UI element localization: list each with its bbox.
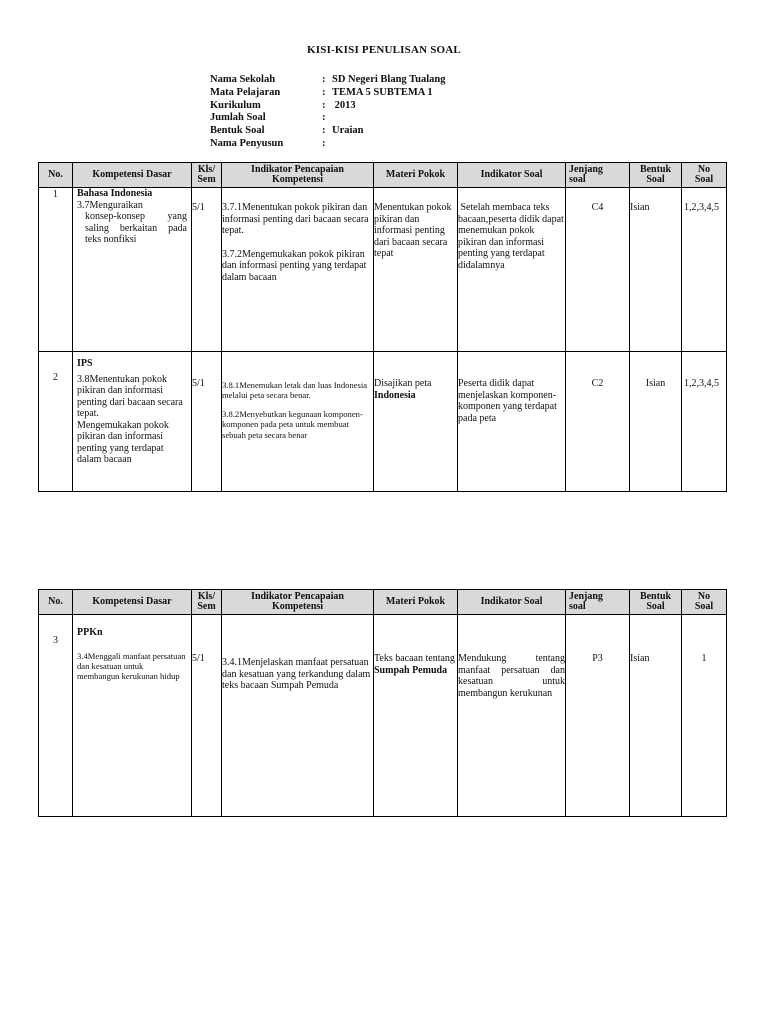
cell-kompetensi-dasar: IPS 3.8Menentukan pokok pikiran dan informasi penting dari bacaan secara tepat. Mengemukakan pokok pikiran dan informasi penting yang terdapat dalam bacaan — [73, 352, 192, 492]
cell-indikator-soal: Mendukung tentang manfaat persatuan dan kesatuan untuk membangun kerukunan — [458, 615, 566, 817]
cell-no: 2 — [39, 352, 73, 492]
info-row-subject: Mata Pelajaran : TEMA 5 SUBTEMA 1 — [210, 86, 433, 98]
info-row-school: Nama Sekolah : SD Negeri Blang Tualang — [210, 74, 446, 85]
header-no: No. — [39, 590, 73, 615]
cell-kls-sem: 5/1 — [192, 615, 222, 817]
header-materi-pokok: Materi Pokok — [374, 163, 458, 188]
cell-jenjang: P3 — [566, 615, 630, 817]
info-row-question-count: Jumlah Soal : — [210, 112, 326, 124]
cell-indikator-pencapaian: 3.7.1Menentukan pokok pikiran dan informasi penting dari bacaan secara tepat. 3.7.2Mengemukakan pokok pikiran dan informasi penting yang terdapat dalam bacaan — [222, 188, 374, 352]
header-kls-sem: Kls/ Sem — [192, 590, 222, 615]
cell-indikator-soal: Peserta didik dapat menjelaskan komponen-komponen yang terdapat pada peta — [458, 352, 566, 492]
table-header-row — [39, 590, 727, 615]
cell-no-soal: 1,2,3,4,5 — [682, 352, 727, 492]
header-indikator-soal: Indikator Soal — [458, 590, 566, 615]
cell-kls-sem: 5/1 — [192, 188, 222, 352]
cell-indikator-pencapaian: 3.8.1Menemukan letak dan luas Indonesia melalui peta secara benar. 3.8.2Menyebutkan kegunaan komponen-komponen pada peta untuk membuat sebuah peta secara benar — [222, 352, 374, 492]
table-row — [39, 615, 727, 817]
cell-no: 1 — [39, 188, 73, 352]
header-materi-pokok: Materi Pokok — [374, 590, 458, 615]
header-jenjang-soal: Jenjang soal — [566, 163, 630, 188]
grid-table-2 — [38, 589, 727, 817]
cell-bentuk: Isian — [630, 352, 682, 492]
info-row-author: Nama Penyusun : — [210, 137, 326, 149]
header-kompetensi-dasar: Kompetensi Dasar — [73, 163, 192, 188]
grid-table-1 — [38, 162, 727, 492]
info-row-question-type: Bentuk Soal : Uraian — [210, 125, 364, 137]
cell-materi-pokok: Teks bacaan tentang Sumpah Pemuda — [374, 615, 458, 817]
cell-no: 3 — [39, 615, 73, 817]
table-row — [39, 188, 727, 352]
cell-jenjang: C4 — [566, 188, 630, 352]
cell-bentuk: Isian — [630, 615, 682, 817]
table-row — [39, 352, 727, 492]
document-info — [210, 74, 446, 151]
cell-bentuk: Isian — [630, 188, 682, 352]
header-bentuk-soal: Bentuk Soal — [630, 590, 682, 615]
info-row-curriculum: Kurikulum : 2013 — [210, 99, 356, 111]
header-bentuk-soal: Bentuk Soal — [630, 163, 682, 188]
page-title: KISI-KISI PENULISAN SOAL — [307, 44, 461, 56]
cell-indikator-soal: Setelah membaca teks bacaan,peserta didik dapat menemukan pokok pikiran dan informasi penting yang terdapat didalamnya — [458, 188, 566, 352]
header-no-soal: No Soal — [682, 163, 727, 188]
cell-no-soal: 1 — [682, 615, 727, 817]
header-kls-sem: Kls/ Sem — [192, 163, 222, 188]
header-indikator-pencapaian: Indikator Pencapaian Kompetensi — [222, 590, 374, 615]
table-header-row — [39, 163, 727, 188]
cell-indikator-pencapaian: 3.4.1Menjelaskan manfaat persatuan dan kesatuan yang terkandung dalam teks bacaan Sumpah Pemuda — [222, 615, 374, 817]
cell-jenjang: C2 — [566, 352, 630, 492]
cell-materi-pokok: Disajikan peta Indonesia — [374, 352, 458, 492]
header-indikator-pencapaian: Indikator Pencapaian Kompetensi — [222, 163, 374, 188]
cell-kompetensi-dasar: Bahasa Indonesia 3.7Menguraikan konsep-konsep yang saling berkaitan pada teks nonfiksi — [73, 188, 192, 352]
cell-kompetensi-dasar: PPKn 3.4Menggali manfaat persatuan dan kesatuan untuk membangun kerukunan hidup — [73, 615, 192, 817]
header-jenjang-soal: Jenjang soal — [566, 590, 630, 615]
header-kompetensi-dasar: Kompetensi Dasar — [73, 590, 192, 615]
header-no: No. — [39, 163, 73, 188]
cell-kls-sem: 5/1 — [192, 352, 222, 492]
cell-materi-pokok: Menentukan pokok pikiran dan informasi penting dari bacaan secara tepat — [374, 188, 458, 352]
cell-no-soal: 1,2,3,4,5 — [682, 188, 727, 352]
header-indikator-soal: Indikator Soal — [458, 163, 566, 188]
header-no-soal: No Soal — [682, 590, 727, 615]
